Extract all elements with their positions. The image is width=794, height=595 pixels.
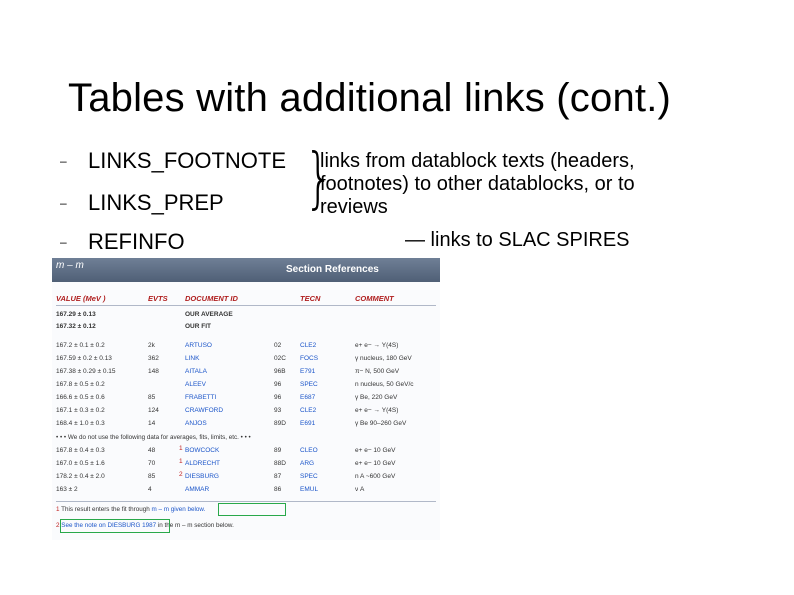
table-row bbox=[52, 367, 440, 378]
evts-cell: 85 bbox=[148, 394, 156, 401]
highlight-box-links-footnote bbox=[218, 503, 286, 516]
bullet-marker: – bbox=[60, 235, 67, 249]
table-row bbox=[52, 472, 440, 483]
evts-cell: 2k bbox=[148, 342, 155, 349]
summary-label: OUR FIT bbox=[185, 323, 211, 330]
bullet-text: LINKS_PREP bbox=[88, 190, 224, 215]
comment-cell: n A ~600 GeV bbox=[355, 473, 396, 480]
document-id-link[interactable]: DIESBURG bbox=[185, 473, 219, 480]
bullet-marker: – bbox=[60, 154, 67, 168]
footnote-link[interactable]: See the note on DIESBURG 1987 bbox=[61, 522, 157, 529]
document-id-link[interactable]: AMMAR bbox=[185, 486, 210, 493]
comment-cell: γ nucleus, 180 GeV bbox=[355, 355, 412, 362]
footnote-text: This result enters the fit through bbox=[61, 506, 150, 513]
table-row bbox=[52, 354, 440, 365]
table-header-bar bbox=[52, 258, 440, 282]
footnote-number: 2 bbox=[56, 522, 60, 529]
evts-cell: 70 bbox=[148, 460, 156, 467]
comment-cell: e+ e− → Υ(4S) bbox=[355, 407, 399, 414]
tecn-year-cell: 88D bbox=[274, 460, 286, 467]
comment-cell: e+ e− → Υ(4S) bbox=[355, 342, 399, 349]
evts-cell: 14 bbox=[148, 420, 156, 427]
value-cell: 167.8 ± 0.5 ± 0.2 bbox=[56, 381, 105, 388]
mass-difference-label: m – m bbox=[56, 260, 84, 271]
refinfo-description: — links to SLAC SPIRES bbox=[405, 229, 630, 251]
table-row bbox=[52, 406, 440, 417]
col-head-document-id: DOCUMENT ID bbox=[185, 294, 238, 303]
description-line: reviews bbox=[320, 196, 388, 218]
value-cell: 167.8 ± 0.4 ± 0.3 bbox=[56, 447, 105, 454]
evts-cell: 124 bbox=[148, 407, 159, 414]
table-row bbox=[52, 419, 440, 430]
tecn-link[interactable]: EMUL bbox=[300, 486, 319, 493]
excluded-data-note: • • • We do not use the following data for averages, fits, limits, etc. • • • bbox=[56, 434, 251, 441]
evts-cell: 148 bbox=[148, 368, 159, 375]
comment-cell: π− N, 500 GeV bbox=[355, 368, 400, 375]
divider bbox=[56, 305, 436, 306]
tecn-link[interactable]: ARG bbox=[300, 460, 315, 467]
tecn-link[interactable]: SPEC bbox=[300, 381, 318, 388]
value-cell: 167.29 ± 0.13 bbox=[56, 311, 96, 318]
description-line: links from datablock texts (headers, bbox=[320, 150, 635, 172]
evts-cell: 85 bbox=[148, 473, 156, 480]
comment-cell: e+ e− 10 GeV bbox=[355, 460, 396, 467]
table-row bbox=[52, 393, 440, 404]
footnote-link[interactable]: m – m given below. bbox=[151, 506, 206, 513]
document-id-link[interactable]: ARTUSO bbox=[185, 342, 212, 349]
value-cell: 167.2 ± 0.1 ± 0.2 bbox=[56, 342, 105, 349]
tecn-link[interactable]: E691 bbox=[300, 420, 316, 427]
section-references-title: Section References bbox=[286, 264, 379, 275]
table-row bbox=[52, 341, 440, 352]
tecn-year-cell: 89D bbox=[274, 420, 286, 427]
document-id-link[interactable]: AITALA bbox=[185, 368, 207, 375]
slide-title: Tables with additional links (cont.) bbox=[68, 76, 672, 120]
comment-cell: γ Be, 220 GeV bbox=[355, 394, 398, 401]
value-cell: 168.4 ± 1.0 ± 0.3 bbox=[56, 420, 105, 427]
table-screenshot bbox=[52, 258, 440, 540]
tecn-year-cell: 96 bbox=[274, 381, 282, 388]
evts-cell: 362 bbox=[148, 355, 159, 362]
table-row bbox=[52, 459, 440, 470]
value-cell: 167.0 ± 0.5 ± 1.6 bbox=[56, 460, 105, 467]
footnote-1 bbox=[56, 506, 205, 513]
evts-cell: 48 bbox=[148, 447, 156, 454]
tecn-year-cell: 02C bbox=[274, 355, 286, 362]
table-row bbox=[52, 380, 440, 391]
value-cell: 167.38 ± 0.29 ± 0.15 bbox=[56, 368, 116, 375]
document-id-link[interactable]: LINK bbox=[185, 355, 200, 362]
comment-cell: e+ e− 10 GeV bbox=[355, 447, 396, 454]
document-id-link[interactable]: FRABETTI bbox=[185, 394, 217, 401]
document-id-link[interactable]: BOWCOCK bbox=[185, 447, 220, 454]
tecn-year-cell: 96B bbox=[274, 368, 286, 375]
value-cell: 178.2 ± 0.4 ± 2.0 bbox=[56, 473, 105, 480]
evts-cell: 4 bbox=[148, 486, 152, 493]
links-description bbox=[320, 150, 690, 219]
value-cell: 167.59 ± 0.2 ± 0.13 bbox=[56, 355, 112, 362]
col-head-tecn: TECN bbox=[300, 294, 321, 303]
tecn-year-cell: 96 bbox=[274, 394, 282, 401]
document-id-link[interactable]: ALEEV bbox=[185, 381, 206, 388]
tecn-year-cell: 87 bbox=[274, 473, 282, 480]
footnote-number: 1 bbox=[56, 506, 60, 513]
tecn-year-cell: 86 bbox=[274, 486, 282, 493]
tecn-year-cell: 93 bbox=[274, 407, 282, 414]
summary-row bbox=[52, 310, 440, 321]
col-head-evts: EVTS bbox=[148, 294, 168, 303]
description-line: footnotes) to other datablocks, or to bbox=[320, 173, 635, 195]
footnote-marker-link[interactable]: 2 bbox=[179, 471, 183, 478]
bullet-text: REFINFO bbox=[88, 229, 185, 254]
document-id-link[interactable]: ALDRECHT bbox=[185, 460, 221, 467]
tecn-link[interactable]: CLEO bbox=[300, 447, 318, 454]
bullet-text: LINKS_FOOTNOTE bbox=[88, 148, 287, 173]
tecn-link[interactable]: CLE2 bbox=[300, 407, 317, 414]
tecn-link[interactable]: CLE2 bbox=[300, 342, 317, 349]
footnote-marker-link[interactable]: 1 bbox=[179, 445, 183, 452]
value-cell: 167.1 ± 0.3 ± 0.2 bbox=[56, 407, 105, 414]
footnote-text: in the m – m section below. bbox=[157, 522, 234, 529]
value-cell: 167.32 ± 0.12 bbox=[56, 323, 96, 330]
document-id-link[interactable]: CRAWFORD bbox=[185, 407, 224, 414]
tecn-link[interactable]: E791 bbox=[300, 368, 316, 375]
grouping-brace: } bbox=[304, 139, 334, 216]
tecn-link[interactable]: FOCS bbox=[300, 355, 319, 362]
highlight-box-links-prep bbox=[60, 519, 170, 533]
summary-row bbox=[52, 322, 440, 333]
tecn-year-cell: 02 bbox=[274, 342, 282, 349]
value-cell: 163 ± 2 bbox=[56, 486, 78, 493]
comment-cell: ν A bbox=[355, 486, 365, 493]
col-head-value: VALUE (MeV ) bbox=[56, 294, 106, 303]
footnote-marker-link[interactable]: 1 bbox=[179, 458, 183, 465]
tecn-link[interactable]: E687 bbox=[300, 394, 316, 401]
table-row bbox=[52, 446, 440, 457]
bullet-marker: – bbox=[60, 196, 67, 210]
col-head-comment: COMMENT bbox=[355, 294, 394, 303]
document-id-link[interactable]: ANJOS bbox=[185, 420, 207, 427]
tecn-link[interactable]: SPEC bbox=[300, 473, 318, 480]
table-row bbox=[52, 485, 440, 496]
tecn-year-cell: 89 bbox=[274, 447, 282, 454]
comment-cell: γ Be 90–260 GeV bbox=[355, 420, 407, 427]
comment-cell: n nucleus, 50 GeV/c bbox=[355, 381, 414, 388]
summary-label: OUR AVERAGE bbox=[185, 311, 233, 318]
value-cell: 166.6 ± 0.5 ± 0.6 bbox=[56, 394, 105, 401]
divider bbox=[56, 501, 436, 502]
